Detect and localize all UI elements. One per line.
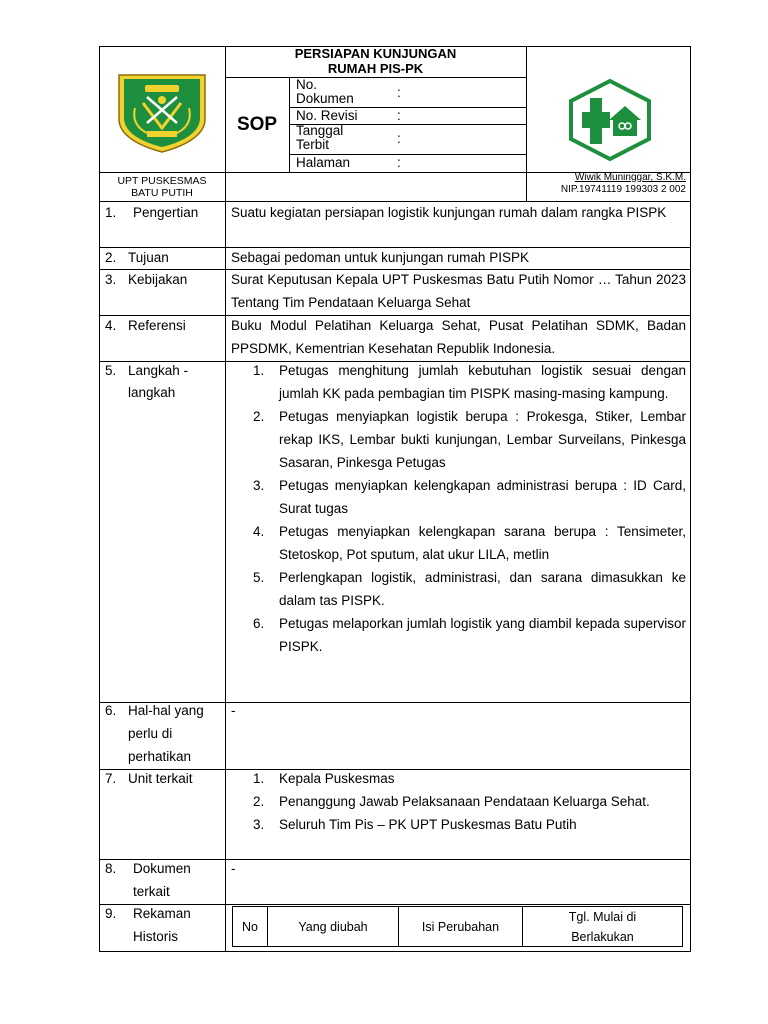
list-item-number: 3. <box>253 478 265 493</box>
field-tanggal-label-2: Terbit <box>296 137 330 152</box>
signer-nip: NIP.19741119 199303 2 002 <box>560 184 686 195</box>
list-item-number: 2. <box>253 409 265 424</box>
section-8-label-1: Dokumen <box>133 861 191 876</box>
section-5-label-1: Langkah - <box>128 363 189 378</box>
section-1-text: Suatu kegiatan persiapan logistik kunjungan rumah dalam rangka PISPK <box>231 205 667 220</box>
puskesmas-logo-icon <box>565 78 655 162</box>
list-item <box>231 790 686 813</box>
list-item <box>231 520 686 566</box>
signer-name: Wiwik Muninggar, S.K.M. <box>574 172 686 183</box>
procedure-steps <box>231 359 686 658</box>
right-logo <box>565 78 655 162</box>
field-no-revisi-label: No. Revisi <box>296 108 358 123</box>
list-item-text: Seluruh Tim Pis – PK UPT Puskesmas Batu Putih <box>279 817 577 832</box>
list-item <box>231 612 686 658</box>
section-7-label: Unit terkait <box>128 771 193 786</box>
section-6-label-3: perhatikan <box>128 749 192 764</box>
section-6-label-2: perlu di <box>128 726 173 741</box>
unit-list <box>231 767 686 836</box>
list-item-number: 1. <box>253 771 265 786</box>
section-6-number: 6. <box>105 703 117 718</box>
history-col-yang-diubah: Yang diubah <box>298 919 368 934</box>
org-name-line2: BATU PUTIH <box>131 187 193 199</box>
page-title-line2: RUMAH PIS-PK <box>327 61 424 76</box>
regency-shield-emblem-icon <box>117 73 207 153</box>
list-item <box>231 566 686 612</box>
list-item-text: Penanggung Jawab Pelaksanaan Pendataan Keluarga Sehat. <box>279 794 650 809</box>
list-item-number: 3. <box>253 817 265 832</box>
section-9-number: 9. <box>105 906 117 921</box>
field-tanggal-label-1: Tanggal <box>296 123 344 138</box>
list-item-number: 4. <box>253 524 265 539</box>
section-3-number: 3. <box>105 272 117 287</box>
section-8-text: - <box>231 861 236 876</box>
list-item <box>231 405 686 474</box>
section-6-text: - <box>231 703 236 718</box>
field-halaman-label: Halaman <box>296 155 351 170</box>
section-1-label: Pengertian <box>133 205 199 220</box>
list-item-number: 2. <box>253 794 265 809</box>
section-1-number: 1. <box>105 205 117 220</box>
section-2-number: 2. <box>105 250 117 265</box>
list-item-text: Petugas menyiapkan kelengkapan sarana berupa : Tensimeter, Stetoskop, Pot sputum, alat ukur LILA, metlin <box>279 524 686 562</box>
field-no-dokumen-sep: : <box>397 85 401 100</box>
list-item-text: Petugas menghitung jumlah kebutuhan logistik sesuai dengan jumlah KK pada pembagian tim PISPK masing-masing kampung. <box>279 363 686 401</box>
field-tanggal-sep: : <box>397 131 401 146</box>
section-8-number: 8. <box>105 861 117 876</box>
history-table <box>232 906 683 947</box>
field-halaman-sep: : <box>397 155 401 170</box>
section-5-label-2: langkah <box>128 385 176 400</box>
section-7-number: 7. <box>105 771 117 786</box>
list-item-text: Kepala Puskesmas <box>279 771 395 786</box>
section-6-label-1: Hal-hal yang <box>128 703 204 718</box>
history-col-tgl-berlaku: Tgl. Mulai di Berlakukan <box>568 909 637 944</box>
section-2-text: Sebagai pedoman untuk kunjungan rumah PISPK <box>231 250 529 265</box>
history-col-isi-perubahan: Isi Perubahan <box>421 919 500 934</box>
section-8-label-2: terkait <box>133 884 170 899</box>
list-item-text: Petugas menyiapkan logistik berupa : Prokesga, Stiker, Lembar rekap IKS, Lembar bukti kunjungan, Lembar Surveilans, Pinkesga Sasaran, Pinkesga Petugas <box>279 409 686 470</box>
list-item-number: 1. <box>253 363 265 378</box>
list-item-number: 5. <box>253 570 265 585</box>
section-9-label-2: Historis <box>133 929 179 944</box>
page-title-line1: PERSIAPAN KUNJUNGAN <box>294 46 457 61</box>
section-3-text: Surat Keputusan Kepala UPT Puskesmas Batu Putih Nomor … Tahun 2023 Tentang Tim Pendataan Keluarga Sehat <box>231 272 686 310</box>
org-name-line1: UPT PUSKESMAS <box>117 175 207 187</box>
sop-label: SOP <box>236 114 278 135</box>
list-item-text: Perlengkapan logistik, administrasi, dan sarana dimasukkan ke dalam tas PISPK. <box>279 570 686 608</box>
left-logo <box>117 73 207 153</box>
list-item <box>231 359 686 405</box>
section-5-number: 5. <box>105 363 117 378</box>
field-no-dokumen-label-1: No. <box>296 77 318 92</box>
list-item-text: Petugas menyiapkan kelengkapan administrasi berupa : ID Card, Surat tugas <box>279 478 686 516</box>
field-no-revisi-sep: : <box>397 108 401 123</box>
section-2-label: Tujuan <box>128 250 169 265</box>
list-item-number: 6. <box>253 616 265 631</box>
section-9-label-1: Rekaman <box>133 906 191 921</box>
section-4-text: Buku Modul Pelatihan Keluarga Sehat, Pusat Pelatihan SDMK, Badan PPSDMK, Kementrian Kesehatan Republik Indonesia. <box>231 318 686 356</box>
history-col-no: No <box>242 919 258 934</box>
field-no-dokumen-label-2: Dokumen <box>296 91 354 106</box>
list-item <box>231 474 686 520</box>
section-4-label: Referensi <box>128 318 186 333</box>
list-item <box>231 767 686 790</box>
list-item-text: Petugas melaporkan jumlah logistik yang diambil kepada supervisor PISPK. <box>279 616 686 654</box>
list-item <box>231 813 686 836</box>
section-3-label: Kebijakan <box>128 272 188 287</box>
section-4-number: 4. <box>105 318 117 333</box>
